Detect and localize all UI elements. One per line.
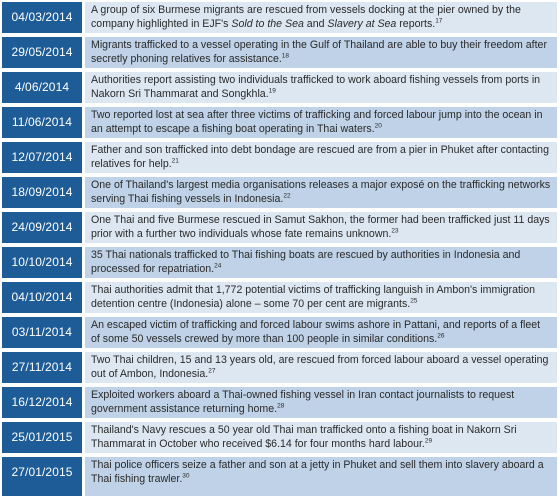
event-text-segment: and [303, 17, 328, 30]
timeline-row [0, 385, 559, 420]
timeline-date: 04/03/2014 [2, 2, 82, 33]
event-text-segment: Authorities report assisting two individuals trafficked to work aboard fishing vessels from ports in Nakorn Sri Thammarat and Songkhla. [91, 74, 541, 100]
footnote-reference: 19 [268, 86, 276, 94]
timeline-date: 27/01/2015 [2, 457, 82, 496]
timeline-event-text [85, 247, 557, 278]
event-text-segment: Thai police officers seize a father and son at a jetty in Phuket and sell them into slavery aboard a Thai fishing trawler. [91, 459, 544, 485]
event-text-segment: Migrants trafficked to a vessel operating in the Gulf of Thailand are able to buy their freedom after secretly phoning relatives for assistance. [91, 39, 547, 65]
timeline-date: 24/09/2014 [2, 212, 82, 243]
timeline-row [0, 420, 559, 455]
timeline-date: 16/12/2014 [2, 387, 82, 418]
footnote-reference: 20 [374, 121, 382, 129]
event-text-segment: One Thai and five Burmese rescued in Samut Sakhon, the former had been trafficked just 11 days prior with a further two individuals whose fate remains unknown. [91, 214, 550, 240]
timeline-event-text [85, 387, 557, 418]
timeline-date: 4/06/2014 [2, 72, 82, 103]
timeline-event-text [85, 2, 557, 33]
footnote-reference: 27 [208, 366, 216, 374]
footnote-reference: 22 [283, 191, 291, 199]
timeline-row [0, 455, 559, 498]
timeline-row [0, 140, 559, 175]
timeline-event-text [85, 422, 557, 453]
timeline-event-text [85, 282, 557, 313]
footnote-reference: 26 [437, 331, 445, 339]
timeline-date: 10/10/2014 [2, 247, 82, 278]
timeline-event-text [85, 352, 557, 383]
event-text-segment: Thai authorities admit that 1,772 potential victims of trafficking languish in Ambon's immigration detention centre (Indonesia) alone – some 70 per cent are migrants. [91, 284, 536, 310]
timeline-event-text [85, 212, 557, 243]
footnote-reference: 30 [182, 471, 190, 479]
report-title: Slavery at Sea [327, 17, 397, 30]
timeline-row [0, 245, 559, 280]
timeline-row [0, 0, 559, 35]
timeline-event-text [85, 72, 557, 103]
event-text-segment: An escaped victim of trafficking and forced labour swims ashore in Pattani, and reports of a fleet of some 50 vessels crewed by more than 100 people in similar conditions. [91, 319, 541, 345]
footnote-reference: 21 [171, 156, 179, 164]
timeline-row [0, 210, 559, 245]
timeline-row [0, 35, 559, 70]
timeline-date: 11/06/2014 [2, 107, 82, 138]
event-text-segment: Two Thai children, 15 and 13 years old, are rescued from forced labour aboard a vessel operating out of Ambon, Indonesia. [91, 354, 549, 380]
timeline-event-text [85, 142, 557, 173]
event-text-segment: Thailand's Navy rescues a 50 year old Thai man trafficked onto a fishing boat in Nakorn Sri Thammarat in October who received $6.14 for four months hard labour. [91, 424, 517, 450]
timeline-event-text [85, 37, 557, 68]
footnote-reference: 17 [435, 16, 443, 24]
event-text-segment: Father and son trafficked into debt bondage are rescued are from a pier in Phuket after contacting relatives for help. [91, 144, 549, 170]
timeline-row [0, 70, 559, 105]
event-text-segment: One of Thailand's largest media organisations releases a major exposé on the trafficking networks serving Thai fishing vessels in Indonesia. [91, 179, 551, 205]
footnote-reference: 23 [391, 226, 399, 234]
timeline-event-text [85, 317, 557, 348]
timeline-date: 03/11/2014 [2, 317, 82, 348]
timeline-date: 04/10/2014 [2, 282, 82, 313]
timeline-date: 27/11/2014 [2, 352, 82, 383]
footnote-reference: 28 [277, 401, 285, 409]
timeline-row [0, 280, 559, 315]
timeline-event-text [85, 177, 557, 208]
timeline-row [0, 350, 559, 385]
event-text-segment: Two reported lost at sea after three victims of trafficking and forced labour jump into the ocean in an attempt to escape a fishing boat operating in Thai waters. [91, 109, 543, 135]
timeline-row [0, 105, 559, 140]
event-text-segment: Exploited workers aboard a Thai-owned fishing vessel in Iran contact journalists to request government assistance returning home. [91, 389, 515, 415]
footnote-reference: 24 [214, 261, 222, 269]
timeline-row [0, 315, 559, 350]
footnote-reference: 18 [281, 51, 290, 59]
timeline-date: 25/01/2015 [2, 422, 82, 453]
event-text-segment: A group of six Burmese migrants are rescued from vessels docking at the pier owned by the company highlighted in EJF's [91, 4, 521, 30]
timeline-date: 18/09/2014 [2, 177, 82, 208]
timeline-date: 12/07/2014 [2, 142, 82, 173]
event-text-segment: 35 Thai nationals trafficked to Thai fishing boats are rescued by authorities in Indonesia and processed for repatriation. [91, 249, 521, 275]
timeline-event-text [85, 457, 557, 496]
timeline-event-text [85, 107, 557, 138]
event-text-segment: reports. [396, 17, 436, 30]
report-title: Sold to the Sea [231, 17, 304, 30]
timeline-row [0, 175, 559, 210]
footnote-reference: 25 [410, 296, 418, 304]
timeline-date: 29/05/2014 [2, 37, 82, 68]
footnote-reference: 29 [424, 436, 433, 444]
